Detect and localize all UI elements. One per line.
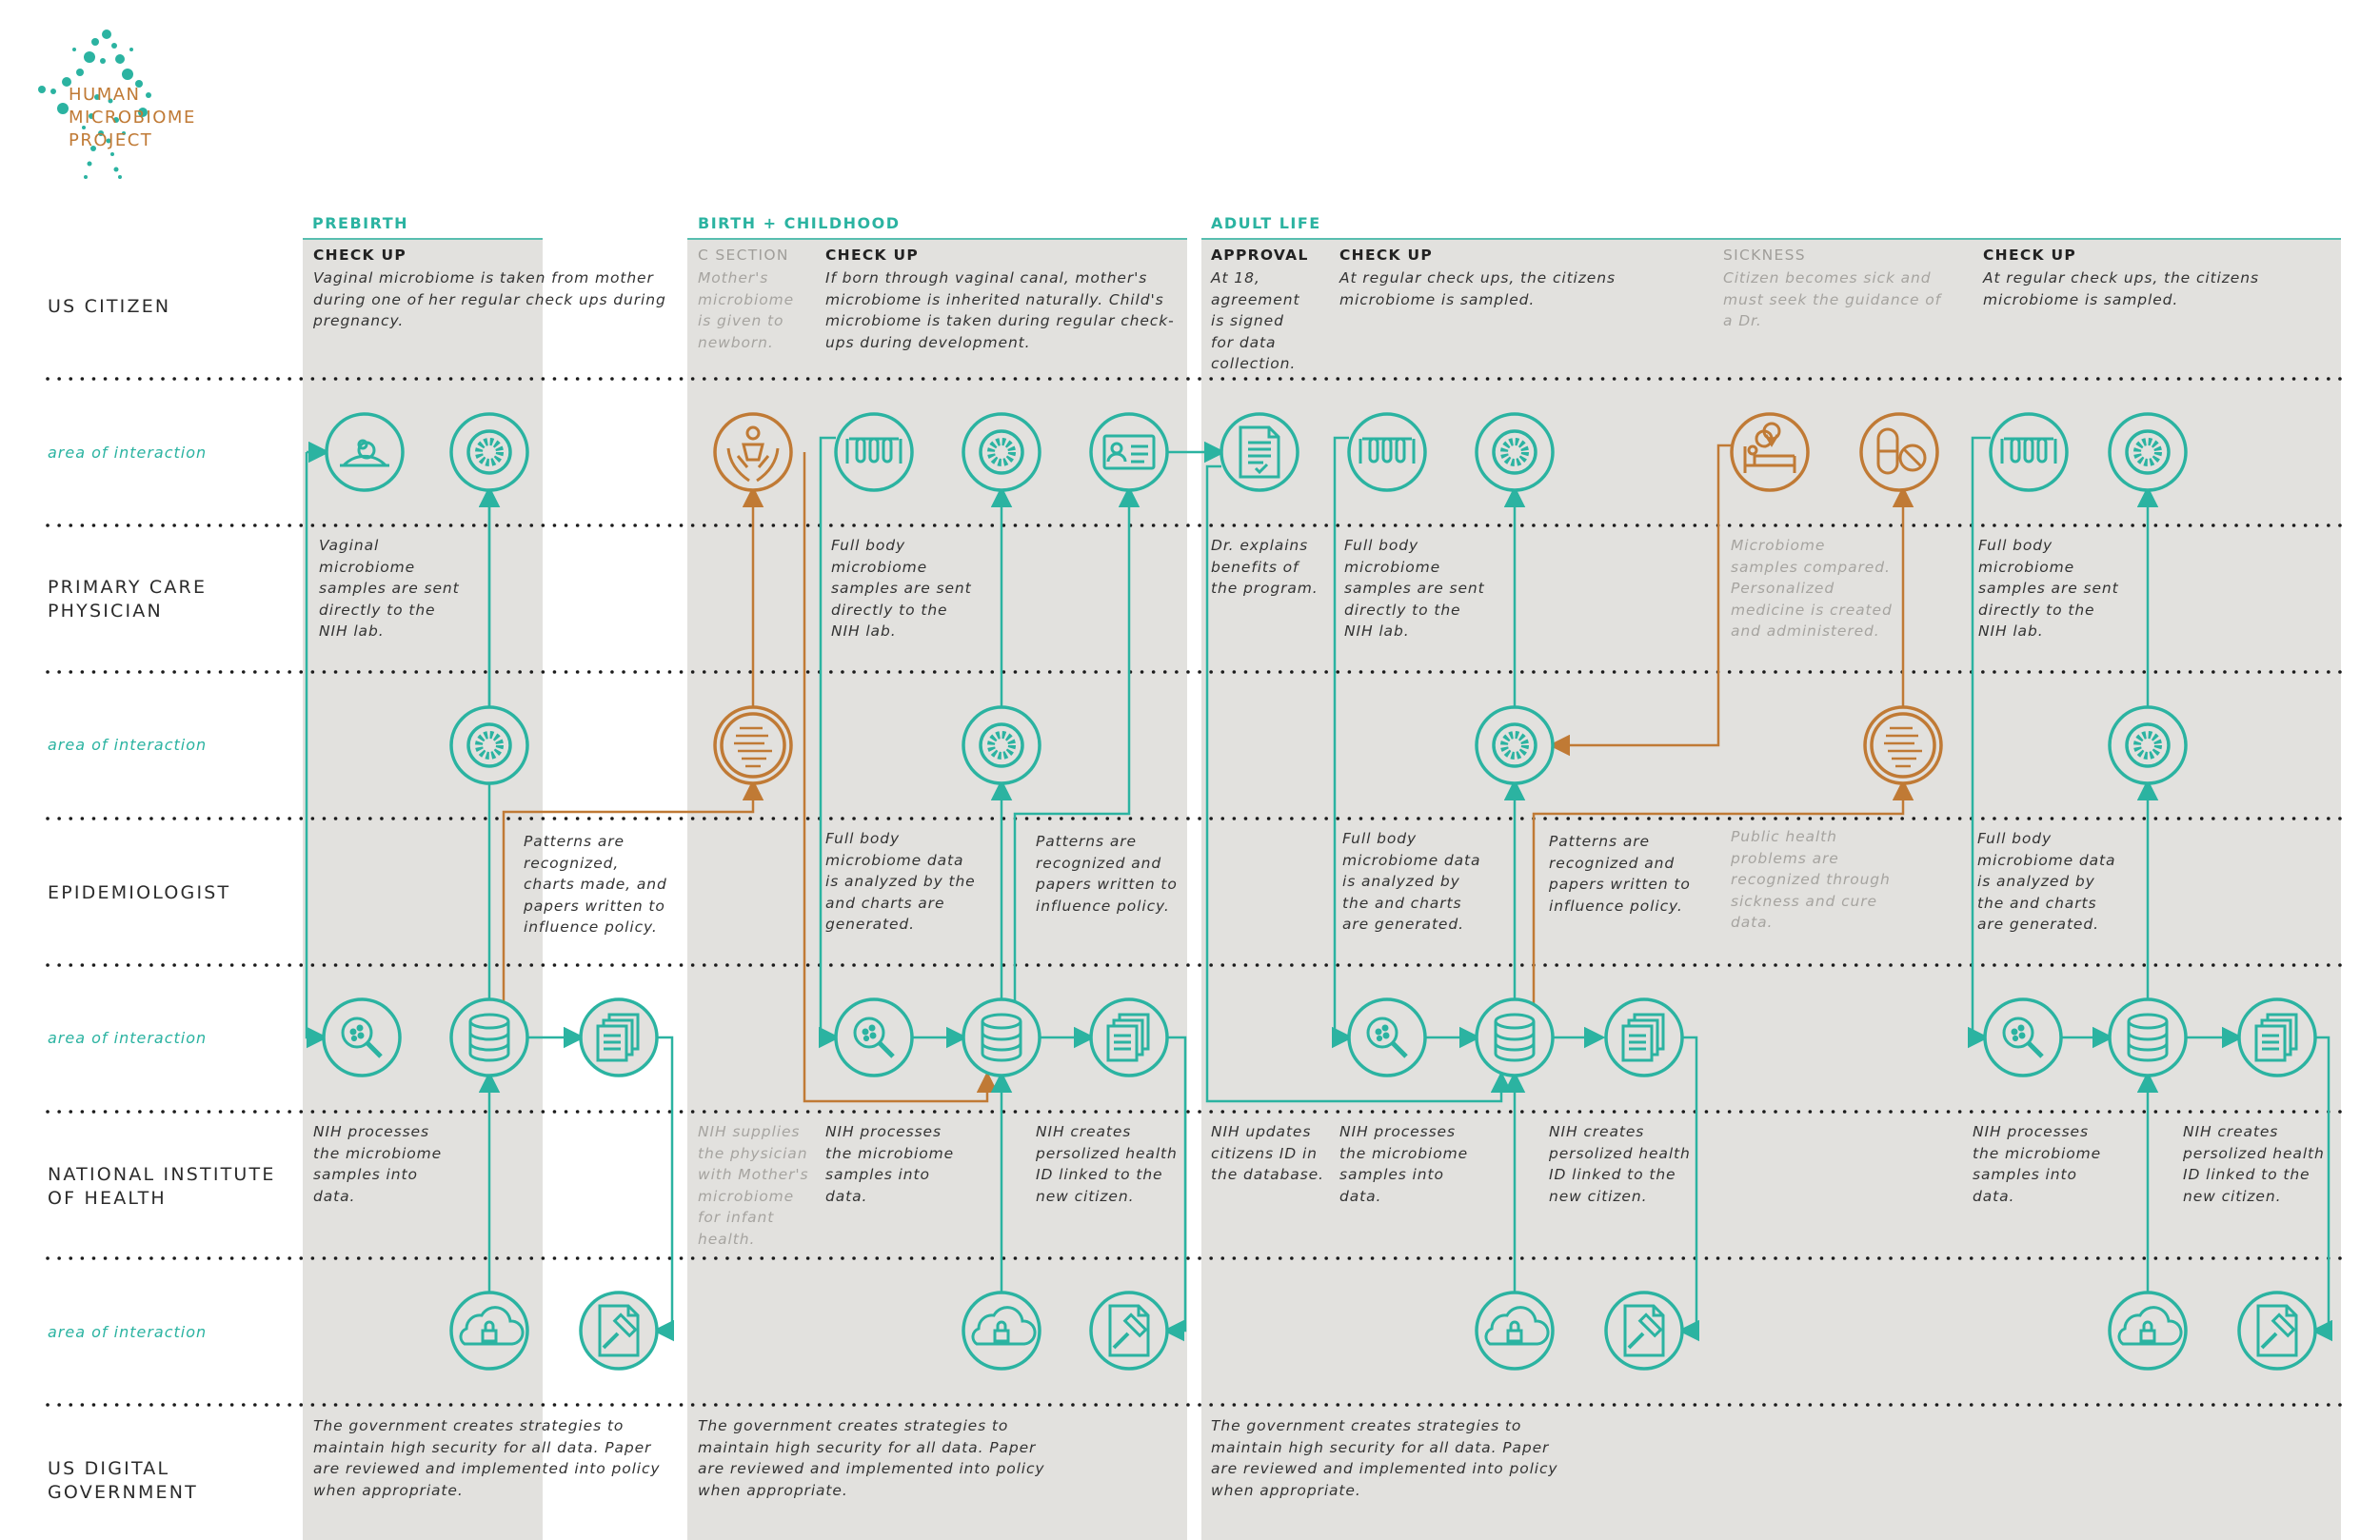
node-secure-cloud-icon-38: [2110, 1293, 2186, 1369]
node-microscope-search-icon-20: [324, 999, 400, 1076]
lane-epidemiologist: EPIDEMIOLOGIST: [48, 882, 231, 903]
node-policy-gavel-icon-39: [2239, 1293, 2315, 1369]
nih-note-1: NIH processes the microbiome samples into data.: [313, 1123, 443, 1205]
government-note-1: The government creates strategies to maintain high security for all data. Paper are reviewed and implemented into policy when appropriate.: [313, 1417, 661, 1499]
nih-note-2: NIH supplies the physician with Mother's microbiome for infant health.: [698, 1123, 809, 1248]
step-title-checkup-prebirth: CHECK UP: [313, 247, 407, 264]
node-microbiome-icon-9: [1477, 414, 1553, 490]
node-microbiome-icon-5: [963, 414, 1040, 490]
flow-arrow-9: [657, 1037, 672, 1331]
node-data-bars-icon-15: [715, 707, 791, 783]
step-title-checkup-adult: CHECK UP: [1339, 247, 1434, 264]
step-title-approval: APPROVAL: [1211, 247, 1309, 264]
node-documents-stack-icon-25: [1091, 999, 1167, 1076]
lane-area-of-interaction-4: area of interaction: [48, 1323, 208, 1341]
phase-prebirth: PREBIRTH: [312, 214, 409, 232]
epidemiologist-note-5: Patterns are recognized and papers written to influence policy.: [1549, 833, 1691, 915]
node-test-tubes-icon-12: [1991, 414, 2067, 490]
lane-area-of-interaction-3: area of interaction: [48, 1029, 208, 1047]
step-text-checkup-adult-2: At regular check ups, the citizens microbiome is sampled.: [1983, 269, 2259, 308]
step-text-c-section: Mother's microbiome is given to newborn.: [698, 269, 795, 351]
documents-stack-icon: [2256, 1015, 2296, 1060]
nih-note-9: NIH creates persolized health ID linked to the new citizen.: [2183, 1123, 2325, 1205]
physician-note-1: Vaginal microbiome samples are sent directly to the NIH lab.: [319, 537, 460, 640]
nih-note-7: NIH creates persolized health ID linked to the new citizen.: [1549, 1123, 1691, 1205]
node-database-icon-21: [451, 999, 527, 1076]
node-sick-bed-icon-10: [1732, 414, 1808, 490]
nih-note-6: NIH processes the microbiome samples into data.: [1339, 1123, 1469, 1205]
physician-note-5: Microbiome samples compared. Personalized medicine is created and administered.: [1731, 537, 1893, 640]
epidemiologist-note-2: Full body microbiome data is analyzed by the and charts are generated.: [825, 830, 976, 933]
documents-stack-icon: [1623, 1015, 1663, 1060]
node-id-card-icon-6: [1091, 414, 1167, 490]
node-microbiome-icon-2: [451, 414, 527, 490]
lane-us-citizen: US CITIZEN: [48, 296, 171, 317]
lane-area-of-interaction-1: area of interaction: [48, 444, 208, 462]
step-text-approval: At 18, agreement is signed for data collection.: [1211, 269, 1300, 372]
node-microbiome-icon-13: [2110, 414, 2186, 490]
node-secure-cloud-icon-34: [963, 1293, 1040, 1369]
node-microscope-search-icon-23: [836, 999, 912, 1076]
epidemiologist-note-6: Public health problems are recognized through sickness and cure data.: [1731, 828, 1891, 931]
node-microbiome-icon-17: [1477, 707, 1553, 783]
nih-note-5: NIH updates citizens ID in the database.: [1211, 1123, 1324, 1183]
epidemiologist-note-1: Patterns are recognized, charts made, and papers written to influence policy.: [524, 833, 667, 936]
node-database-icon-27: [1477, 999, 1553, 1076]
node-documents-stack-icon-28: [1606, 999, 1682, 1076]
node-documents-stack-icon-31: [2239, 999, 2315, 1076]
node-secure-cloud-icon-32: [451, 1293, 527, 1369]
physician-note-4: Full body microbiome samples are sent directly to the NIH lab.: [1344, 537, 1485, 640]
step-title-c-section: C SECTION: [698, 247, 789, 264]
node-database-icon-30: [2110, 999, 2186, 1076]
step-title-sickness: SICKNESS: [1723, 247, 1806, 264]
nih-note-4: NIH creates persolized health ID linked to the new citizen.: [1036, 1123, 1178, 1205]
node-data-bars-icon-18: [1865, 707, 1941, 783]
epidemiologist-note-7: Full body microbiome data is analyzed by the and charts are generated.: [1977, 830, 2116, 933]
step-title-checkup-childhood: CHECK UP: [825, 247, 920, 264]
phase-birth-childhood: BIRTH + CHILDHOOD: [698, 214, 901, 232]
node-microscope-search-icon-29: [1985, 999, 2061, 1076]
node-policy-gavel-icon-33: [581, 1293, 657, 1369]
node-agreement-document-icon-7: [1221, 414, 1298, 490]
logo-text: HUMAN MICROBIOME PROJECT: [69, 85, 196, 150]
node-microbiome-icon-14: [451, 707, 527, 783]
documents-stack-icon: [598, 1015, 638, 1060]
node-database-icon-24: [963, 999, 1040, 1076]
nih-note-8: NIH processes the microbiome samples into data.: [1973, 1123, 2102, 1205]
government-note-2: The government creates strategies to maintain high security for all data. Paper are reviewed and implemented into policy when appropriate.: [698, 1417, 1045, 1499]
lane-us-digital-government: US DIGITAL GOVERNMENT: [48, 1458, 198, 1503]
node-test-tubes-icon-8: [1349, 414, 1425, 490]
node-microbiome-icon-16: [963, 707, 1040, 783]
physician-note-3: Dr. explains benefits of the program.: [1211, 537, 1319, 597]
step-text-checkup-prebirth: Vaginal microbiome is taken from mother during one of her regular check ups during pregnancy.: [313, 269, 666, 329]
node-pills-icon-11: [1861, 414, 1937, 490]
node-microscope-search-icon-26: [1349, 999, 1425, 1076]
epidemiologist-note-3: Patterns are recognized and papers written to influence policy.: [1036, 833, 1178, 915]
node-infant-care-icon-3: [715, 414, 791, 490]
node-test-tubes-icon-4: [836, 414, 912, 490]
government-note-3: The government creates strategies to maintain high security for all data. Paper are reviewed and implemented into policy when appropriate.: [1211, 1417, 1558, 1499]
node-policy-gavel-icon-35: [1091, 1293, 1167, 1369]
node-policy-gavel-icon-37: [1606, 1293, 1682, 1369]
step-title-checkup-adult-2: CHECK UP: [1983, 247, 2077, 264]
step-text-checkup-childhood: If born through vaginal canal, mother's microbiome is inherited naturally. Child's microbiome is taken during regular check- ups during development.: [825, 269, 1175, 351]
physician-note-2: Full body microbiome samples are sent directly to the NIH lab.: [831, 537, 972, 640]
nih-note-3: NIH processes the microbiome samples into data.: [825, 1123, 955, 1205]
lane-national-institute-of-health: NATIONAL INSTITUTE OF HEALTH: [48, 1164, 276, 1209]
step-text-sickness: Citizen becomes sick and must seek the guidance of a Dr.: [1723, 269, 1941, 329]
node-secure-cloud-icon-36: [1477, 1293, 1553, 1369]
step-text-checkup-adult: At regular check ups, the citizens microbiome is sampled.: [1339, 269, 1616, 308]
lane-area-of-interaction-2: area of interaction: [48, 736, 208, 754]
node-ultrasound-icon-1: [327, 414, 403, 490]
epidemiologist-note-4: Full body microbiome data is analyzed by the and charts are generated.: [1342, 830, 1481, 933]
phase-adult-life: ADULT LIFE: [1211, 214, 1321, 232]
lane-primary-care-physician: PRIMARY CARE PHYSICIAN: [48, 577, 208, 622]
documents-stack-icon: [1108, 1015, 1148, 1060]
physician-note-6: Full body microbiome samples are sent directly to the NIH lab.: [1978, 537, 2119, 640]
node-microbiome-icon-19: [2110, 707, 2186, 783]
node-documents-stack-icon-22: [581, 999, 657, 1076]
